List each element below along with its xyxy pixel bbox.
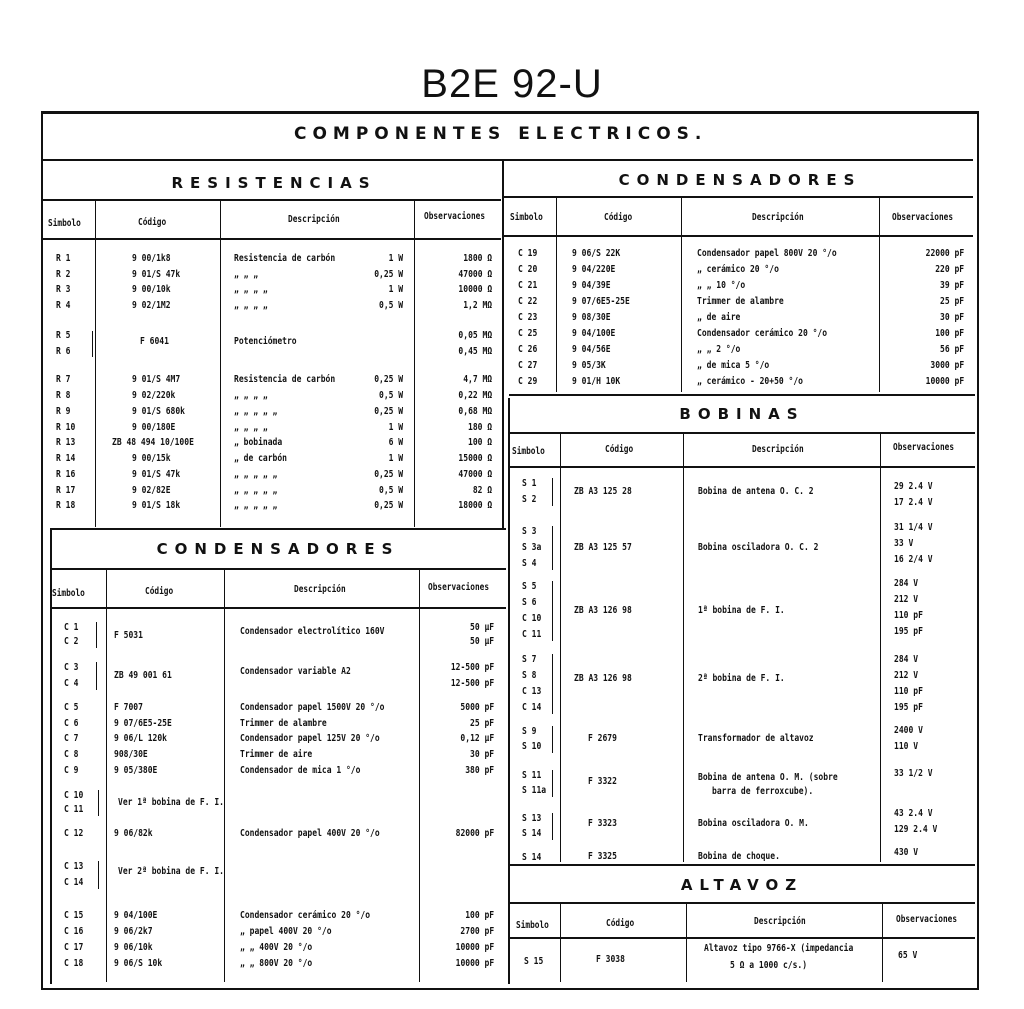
resistencia-description: „ „ „ „ „: [234, 406, 278, 417]
resistencia-code: ZB 48 494 10/100E: [112, 437, 194, 448]
condensador-observation: 22000 pF: [925, 248, 964, 259]
resistencia-observation: 47000 Ω: [458, 269, 492, 280]
condensador-symbol: C 17: [64, 942, 84, 953]
condensador-observation: 2700 pF: [460, 926, 494, 937]
condensador-symbol: C 16: [64, 926, 84, 937]
condensador-description: „ „ 10 °/o: [697, 280, 746, 291]
resistencias-col-sep-1: [95, 201, 96, 527]
altavoz-observation: 65 V: [898, 950, 918, 961]
condensador-code: 9 06/82k: [114, 828, 153, 839]
condensador-description: Condensador de mica 1 °/o: [240, 765, 361, 776]
condensador-code: 908/30E: [114, 749, 148, 760]
condensador-symbol: C 22: [518, 296, 538, 307]
condensador-code: 9 06/2k7: [114, 926, 153, 937]
bobina-description: 2ª bobina de F. I.: [698, 673, 785, 684]
condensadores-left-header-descripcion: Descripción: [294, 584, 346, 595]
condensador-code: 9 06/10k: [114, 942, 153, 953]
condensador-observation: 39 pF: [939, 280, 964, 291]
bobina-description: Bobina de choque.: [698, 851, 780, 862]
condensadores-left-title: CONDENSADORES: [156, 540, 400, 558]
resistencia-description: Potenciómetro: [234, 336, 297, 347]
bobina-group-brace: [548, 654, 553, 714]
resistencia-wattage: 1 W: [388, 284, 403, 295]
condensadores-right-header-descripcion: Descripción: [752, 212, 804, 223]
condensadores-left-col-sep-1: [106, 570, 107, 982]
condensador-symbol: C 20: [518, 264, 538, 275]
condensador-observation: 100 pF: [935, 328, 964, 339]
condensador-code: ZB 49 001 61: [114, 670, 172, 681]
resistencias-header-codigo: Código: [138, 217, 167, 228]
condensador-description: Condensador cerámico 20 °/o: [697, 328, 828, 339]
bobina-group-brace: [548, 770, 553, 797]
bobina-observation: 110 pF: [894, 610, 923, 621]
condensador-symbol: C 29: [518, 376, 538, 387]
bobina-observation: 430 V: [894, 847, 919, 858]
condensador-code: 9 04/100E: [114, 910, 158, 921]
bobina-observation: 2400 V: [894, 725, 923, 736]
resistencia-symbol: R 8: [56, 390, 71, 401]
altavoz-top-rule: [509, 864, 975, 866]
bobina-description: Bobina de antena O. M. (sobre: [698, 772, 838, 783]
condensadores-right-col-sep-3: [879, 198, 880, 392]
condensador-observation: 56 pF: [939, 344, 964, 355]
resistencia-symbol: R 2: [56, 269, 71, 280]
condensador-observation: 50 μF: [469, 636, 494, 647]
resistencias-header-observaciones: Observaciones: [424, 211, 486, 222]
condensador-description: „ „ 2 °/o: [697, 344, 741, 355]
bobina-observation: 16 2/4 V: [894, 554, 933, 565]
condensadores-right-header-observaciones: Observaciones: [892, 212, 954, 223]
condensadores-left-col-sep-3: [419, 570, 420, 982]
condensador-symbol: C 5: [64, 702, 79, 713]
condensador-symbol: C 19: [518, 248, 538, 259]
condensador-symbol: C 13: [64, 861, 84, 872]
bobina-observation: 212 V: [894, 594, 919, 605]
resistencia-symbol: R 18: [56, 500, 76, 511]
condensador-group-brace: [94, 861, 99, 889]
bobina-symbol: S 11a: [522, 785, 547, 796]
bobina-code: ZB A3 126 98: [574, 605, 632, 616]
condensador-code: Ver 1ª bobina de F. I.: [118, 797, 224, 808]
heading-divider: [43, 159, 973, 161]
altavoz-header-observaciones: Observaciones: [896, 914, 958, 925]
resistencia-observation: 47000 Ω: [458, 469, 492, 480]
condensador-code: 9 04/39E: [572, 280, 611, 291]
altavoz-col-sep-3: [882, 904, 883, 982]
resistencia-description: „ „ „ „: [234, 300, 268, 311]
bobina-description: 1ª bobina de F. I.: [698, 605, 785, 616]
resistencia-description: „ „ „: [234, 269, 259, 280]
resistencia-code: 9 00/180E: [132, 422, 176, 433]
condensador-description: „ „ 800V 20 °/o: [240, 958, 313, 969]
resistencias-title-rule: [43, 199, 501, 201]
resistencia-symbol: R 3: [56, 284, 71, 295]
condensador-code: F 7007: [114, 702, 143, 713]
bobinas-col-sep-3: [880, 434, 881, 862]
bobina-symbol: S 10: [522, 741, 542, 752]
resistencia-symbol: R 10: [56, 422, 76, 433]
altavoz-header-codigo: Código: [606, 918, 635, 929]
bobina-code: ZB A3 126 98: [574, 673, 632, 684]
resistencia-description: „ „ „ „: [234, 422, 268, 433]
condensador-symbol: C 7: [64, 733, 79, 744]
resistencia-symbol: R 9: [56, 406, 71, 417]
condensador-description: Condensador papel 1500V 20 °/o: [240, 702, 385, 713]
condensadores-left-header-rule: [50, 607, 506, 609]
resistencia-description: Resistencia de carbón: [234, 253, 336, 264]
resistencia-description: „ „ „ „ „: [234, 485, 278, 496]
condensador-code: 9 04/100E: [572, 328, 616, 339]
condensadores-right-title: CONDENSADORES: [618, 171, 862, 189]
condensador-description: „ cerámico 20 °/o: [697, 264, 779, 275]
bobinas-header-codigo: Código: [605, 444, 634, 455]
resistencia-group-brace: [88, 331, 93, 357]
condensador-code: 9 05/380E: [114, 765, 158, 776]
bobina-symbol: C 13: [522, 686, 542, 697]
resistencia-description: Resistencia de carbón: [234, 374, 336, 385]
condensador-symbol: C 2: [64, 636, 79, 647]
resistencia-description: „ de carbón: [234, 453, 287, 464]
bobina-observation: 284 V: [894, 654, 919, 665]
altavoz-title-rule: [509, 902, 975, 904]
bobina-description: Bobina de antena O. C. 2: [698, 486, 814, 497]
resistencias-header-rule: [43, 238, 501, 240]
bobina-code: F 3325: [588, 851, 617, 862]
bobina-observation: 17 2.4 V: [894, 497, 933, 508]
bobinas-col-sep-2: [683, 434, 684, 862]
resistencia-observation: 0,05 MΩ: [458, 330, 492, 341]
condensador-observation: 220 pF: [935, 264, 964, 275]
resistencia-code: 9 01/S 47k: [132, 469, 181, 480]
condensador-symbol: C 3: [64, 662, 79, 673]
resistencia-wattage: 0,5 W: [378, 485, 403, 496]
condensador-description: Condensador papel 400V 20 °/o: [240, 828, 380, 839]
condensador-code: Ver 2ª bobina de F. I.: [118, 866, 224, 877]
condensador-observation: 30 pF: [469, 749, 494, 760]
bobina-symbol: S 3: [522, 526, 537, 537]
resistencia-description: „ bobinada: [234, 437, 283, 448]
resistencia-code: 9 02/220k: [132, 390, 176, 401]
altavoz-symbol: S 15: [524, 956, 544, 967]
resistencia-observation: 100 Ω: [467, 437, 492, 448]
condensador-code: 9 06/S 10k: [114, 958, 163, 969]
condensador-description: Trimmer de alambre: [240, 718, 327, 729]
bobina-code: F 3323: [588, 818, 617, 829]
bobinas-header-descripcion: Descripción: [752, 444, 804, 455]
altavoz-description-line-2: 5 Ω a 1000 c/s.): [730, 960, 808, 971]
condensador-symbol: C 25: [518, 328, 538, 339]
bobinas-header-rule: [509, 466, 975, 468]
condensador-group-brace: [92, 622, 97, 648]
bobina-symbol: S 11: [522, 770, 542, 781]
altavoz-header-rule: [509, 937, 975, 939]
resistencia-symbol: R 13: [56, 437, 76, 448]
condensadores-left-header-simbolo: Simbolo: [52, 588, 85, 599]
bobina-description: barra de ferroxcube).: [712, 786, 814, 797]
condensador-group-brace: [92, 662, 97, 690]
condensador-symbol: C 4: [64, 678, 79, 689]
resistencia-wattage: 1 W: [388, 453, 403, 464]
bobina-observation: 195 pF: [894, 626, 923, 637]
resistencia-code: 9 01/S 4M7: [132, 374, 181, 385]
condensador-description: Condensador papel 800V 20 °/o: [697, 248, 837, 259]
altavoz-header-simbolo: Simbolo: [516, 920, 549, 931]
condensador-description: Condensador electrolítico 160V: [240, 626, 385, 637]
altavoz-col-sep-2: [686, 904, 687, 982]
bobina-symbol: S 8: [522, 670, 537, 681]
condensador-observation: 12-500 pF: [450, 662, 494, 673]
document-title: B2E 92-U: [421, 62, 603, 106]
bobinas-title-rule: [509, 432, 975, 434]
condensador-description: „ de aire: [697, 312, 741, 323]
main-heading: COMPONENTES ELECTRICOS.: [294, 124, 708, 144]
bobina-symbol: C 10: [522, 613, 542, 624]
bobina-group-brace: [548, 726, 553, 753]
resistencias-title: RESISTENCIAS: [171, 174, 377, 192]
condensador-description: „ cerámico - 20+50 °/o: [697, 376, 803, 387]
resistencias-col-sep-3: [414, 201, 415, 527]
altavoz-code: F 3038: [596, 954, 625, 965]
bobina-symbol: S 1: [522, 478, 537, 489]
condensador-symbol: C 9: [64, 765, 79, 776]
condensador-observation: 10000 pF: [455, 958, 494, 969]
condensador-description: „ „ 400V 20 °/o: [240, 942, 313, 953]
resistencia-symbol: R 14: [56, 453, 76, 464]
bobina-code: F 3322: [588, 776, 617, 787]
condensador-code: 9 04/56E: [572, 344, 611, 355]
condensador-code: 9 06/S 22K: [572, 248, 621, 259]
condensador-observation: 380 pF: [465, 765, 494, 776]
condensador-observation: 12-500 pF: [450, 678, 494, 689]
resistencia-observation: 180 Ω: [467, 422, 492, 433]
condensadores-right-col-sep-2: [681, 198, 682, 392]
bobina-symbol: S 2: [522, 494, 537, 505]
condensador-code: 9 07/6E5-25E: [572, 296, 630, 307]
bobina-description: Bobina osciladora O. M.: [698, 818, 809, 829]
resistencias-header-simbolo: Simbolo: [48, 218, 81, 229]
resistencia-symbol: R 1: [56, 253, 71, 264]
condensador-description: Condensador cerámico 20 °/o: [240, 910, 371, 921]
resistencia-wattage: 1 W: [388, 253, 403, 264]
condensador-code: 9 06/L 120k: [114, 733, 167, 744]
condensador-symbol: C 14: [64, 877, 84, 888]
resistencia-description: „ „ „ „: [234, 390, 268, 401]
resistencia-code: 9 02/82E: [132, 485, 171, 496]
resistencia-observation: 1800 Ω: [463, 253, 492, 264]
condensadores-left-col-sep-2: [224, 570, 225, 982]
condensador-symbol: C 10: [64, 790, 84, 801]
condensador-description: „ papel 400V 20 °/o: [240, 926, 332, 937]
bobina-observation: 110 pF: [894, 686, 923, 697]
altavoz-description-line-1: Altavoz tipo 9766-X (impedancia: [704, 943, 854, 954]
bobina-code: ZB A3 125 57: [574, 542, 632, 553]
bobinas-col-sep-1: [560, 434, 561, 862]
resistencia-observation: 4,7 MΩ: [463, 374, 492, 385]
condensador-observation: 100 pF: [465, 910, 494, 921]
bobina-observation: 212 V: [894, 670, 919, 681]
resistencia-observation: 0,45 MΩ: [458, 346, 492, 357]
resistencia-code: 9 01/S 680k: [132, 406, 185, 417]
bobina-description: Bobina osciladora O. C. 2: [698, 542, 819, 553]
bobina-symbol: S 5: [522, 581, 537, 592]
resistencia-observation: 0,68 MΩ: [458, 406, 492, 417]
condensador-description: Trimmer de alambre: [697, 296, 784, 307]
bobina-symbol: S 14: [522, 852, 542, 863]
bobina-group-brace: [548, 526, 553, 570]
condensador-observation: 30 pF: [939, 312, 964, 323]
condensadores-left-header-observaciones: Observaciones: [428, 582, 490, 593]
resistencia-description: „ „ „ „ „: [234, 469, 278, 480]
resistencia-symbol: R 16: [56, 469, 76, 480]
bobina-symbol: S 7: [522, 654, 537, 665]
condensador-description: Trimmer de aire: [240, 749, 313, 760]
resistencia-wattage: 0,25 W: [374, 406, 403, 417]
altavoz-title: ALTAVOZ: [680, 876, 804, 894]
bobina-observation: 110 V: [894, 741, 919, 752]
resistencia-code: F 6041: [140, 336, 169, 347]
center-divider-bottom: [508, 398, 510, 984]
condensador-observation: 25 pF: [939, 296, 964, 307]
condensadores-right-header-simbolo: Simbolo: [510, 212, 543, 223]
bobina-group-brace: [548, 478, 553, 506]
resistencia-symbol: R 5: [56, 330, 71, 341]
bobina-symbol: S 13: [522, 813, 542, 824]
resistencia-observation: 10000 Ω: [458, 284, 492, 295]
resistencia-wattage: 0,5 W: [378, 300, 403, 311]
bobina-group-brace: [548, 813, 553, 840]
resistencia-code: 9 00/10k: [132, 284, 171, 295]
condensador-observation: 0,12 μF: [460, 733, 494, 744]
resistencia-observation: 82 Ω: [472, 485, 492, 496]
bobina-symbol: C 11: [522, 629, 542, 640]
condensador-description: Condensador variable A2: [240, 666, 351, 677]
bobina-observation: 129 2.4 V: [894, 824, 938, 835]
condensador-code: 9 05/3K: [572, 360, 606, 371]
condensadores-right-header-codigo: Código: [604, 212, 633, 223]
bobina-observation: 43 2.4 V: [894, 808, 933, 819]
condensador-code: F 5031: [114, 630, 143, 641]
condensador-observation: 10000 pF: [925, 376, 964, 387]
condensador-symbol: C 11: [64, 804, 84, 815]
condensador-code: 9 01/H 10K: [572, 376, 621, 387]
bobina-symbol: S 9: [522, 726, 537, 737]
condensador-symbol: C 23: [518, 312, 538, 323]
condensador-symbol: C 18: [64, 958, 84, 969]
condensador-observation: 5000 pF: [460, 702, 494, 713]
bobina-symbol: C 14: [522, 702, 542, 713]
condensadores-left-header-codigo: Código: [145, 586, 174, 597]
bobina-observation: 29 2.4 V: [894, 481, 933, 492]
bobina-code: F 2679: [588, 733, 617, 744]
resistencia-description: „ „ „ „: [234, 284, 268, 295]
condensadores-left-top-rule: [50, 528, 506, 530]
resistencia-wattage: 0,25 W: [374, 374, 403, 385]
bobina-observation: 33 1/2 V: [894, 768, 933, 779]
condensador-symbol: C 1: [64, 622, 79, 633]
condensador-code: 9 07/6E5-25E: [114, 718, 172, 729]
bobina-group-brace: [548, 581, 553, 641]
bobina-observation: 195 pF: [894, 702, 923, 713]
condensador-symbol: C 12: [64, 828, 84, 839]
resistencia-symbol: R 7: [56, 374, 71, 385]
bobina-observation: 31 1/4 V: [894, 522, 933, 533]
altavoz-col-sep-1: [560, 904, 561, 982]
condensador-symbol: C 8: [64, 749, 79, 760]
bobina-observation: 284 V: [894, 578, 919, 589]
condensador-observation: 50 μF: [469, 622, 494, 633]
bobinas-header-observaciones: Observaciones: [893, 442, 955, 453]
resistencia-observation: 0,22 MΩ: [458, 390, 492, 401]
bobina-description: Transformador de altavoz: [698, 733, 814, 744]
resistencia-symbol: R 4: [56, 300, 71, 311]
condensador-symbol: C 27: [518, 360, 538, 371]
bobina-observation: 33 V: [894, 538, 914, 549]
condensadores-right-col-sep-1: [556, 198, 557, 392]
resistencia-code: 9 00/15k: [132, 453, 171, 464]
bobina-code: ZB A3 125 28: [574, 486, 632, 497]
resistencia-wattage: 6 W: [388, 437, 403, 448]
bobina-symbol: S 6: [522, 597, 537, 608]
bobina-symbol: S 14: [522, 828, 542, 839]
resistencia-observation: 18000 Ω: [458, 500, 492, 511]
resistencias-col-sep-2: [220, 201, 221, 527]
resistencia-code: 9 02/1M2: [132, 300, 171, 311]
condensador-observation: 10000 pF: [455, 942, 494, 953]
resistencias-header-descripcion: Descripción: [288, 214, 340, 225]
condensadores-right-title-rule: [503, 196, 973, 198]
bobina-symbol: S 3a: [522, 542, 542, 553]
condensador-group-brace: [94, 790, 99, 816]
resistencia-wattage: 0,25 W: [374, 500, 403, 511]
condensador-observation: 82000 pF: [455, 828, 494, 839]
resistencia-code: 9 00/1k8: [132, 253, 171, 264]
bobinas-title: BOBINAS: [679, 405, 805, 423]
condensador-symbol: C 6: [64, 718, 79, 729]
condensadores-left-title-rule: [50, 568, 506, 570]
resistencia-code: 9 01/S 18k: [132, 500, 181, 511]
condensador-observation: 25 pF: [469, 718, 494, 729]
condensador-symbol: C 26: [518, 344, 538, 355]
resistencia-wattage: 0,5 W: [378, 390, 403, 401]
condensador-symbol: C 15: [64, 910, 84, 921]
condensador-code: 9 08/30E: [572, 312, 611, 323]
resistencia-observation: 1,2 MΩ: [463, 300, 492, 311]
bobina-symbol: S 4: [522, 558, 537, 569]
center-divider-top: [502, 160, 504, 528]
resistencia-symbol: R 17: [56, 485, 76, 496]
condensador-code: 9 04/220E: [572, 264, 616, 275]
condensador-observation: 3000 pF: [930, 360, 964, 371]
condensador-description: „ de mica 5 °/o: [697, 360, 770, 371]
resistencia-description: „ „ „ „ „: [234, 500, 278, 511]
condensador-symbol: C 21: [518, 280, 538, 291]
resistencia-symbol: R 6: [56, 346, 71, 357]
condensador-description: Condensador papel 125V 20 °/o: [240, 733, 380, 744]
resistencia-wattage: 0,25 W: [374, 269, 403, 280]
bobinas-top-rule: [509, 394, 975, 396]
altavoz-header-descripcion: Descripción: [754, 916, 806, 927]
resistencia-code: 9 01/S 47k: [132, 269, 181, 280]
condensadores-right-header-rule: [503, 235, 973, 237]
resistencia-wattage: 1 W: [388, 422, 403, 433]
resistencia-observation: 15000 Ω: [458, 453, 492, 464]
resistencia-wattage: 0,25 W: [374, 469, 403, 480]
bobinas-header-simbolo: Simbolo: [512, 446, 545, 457]
